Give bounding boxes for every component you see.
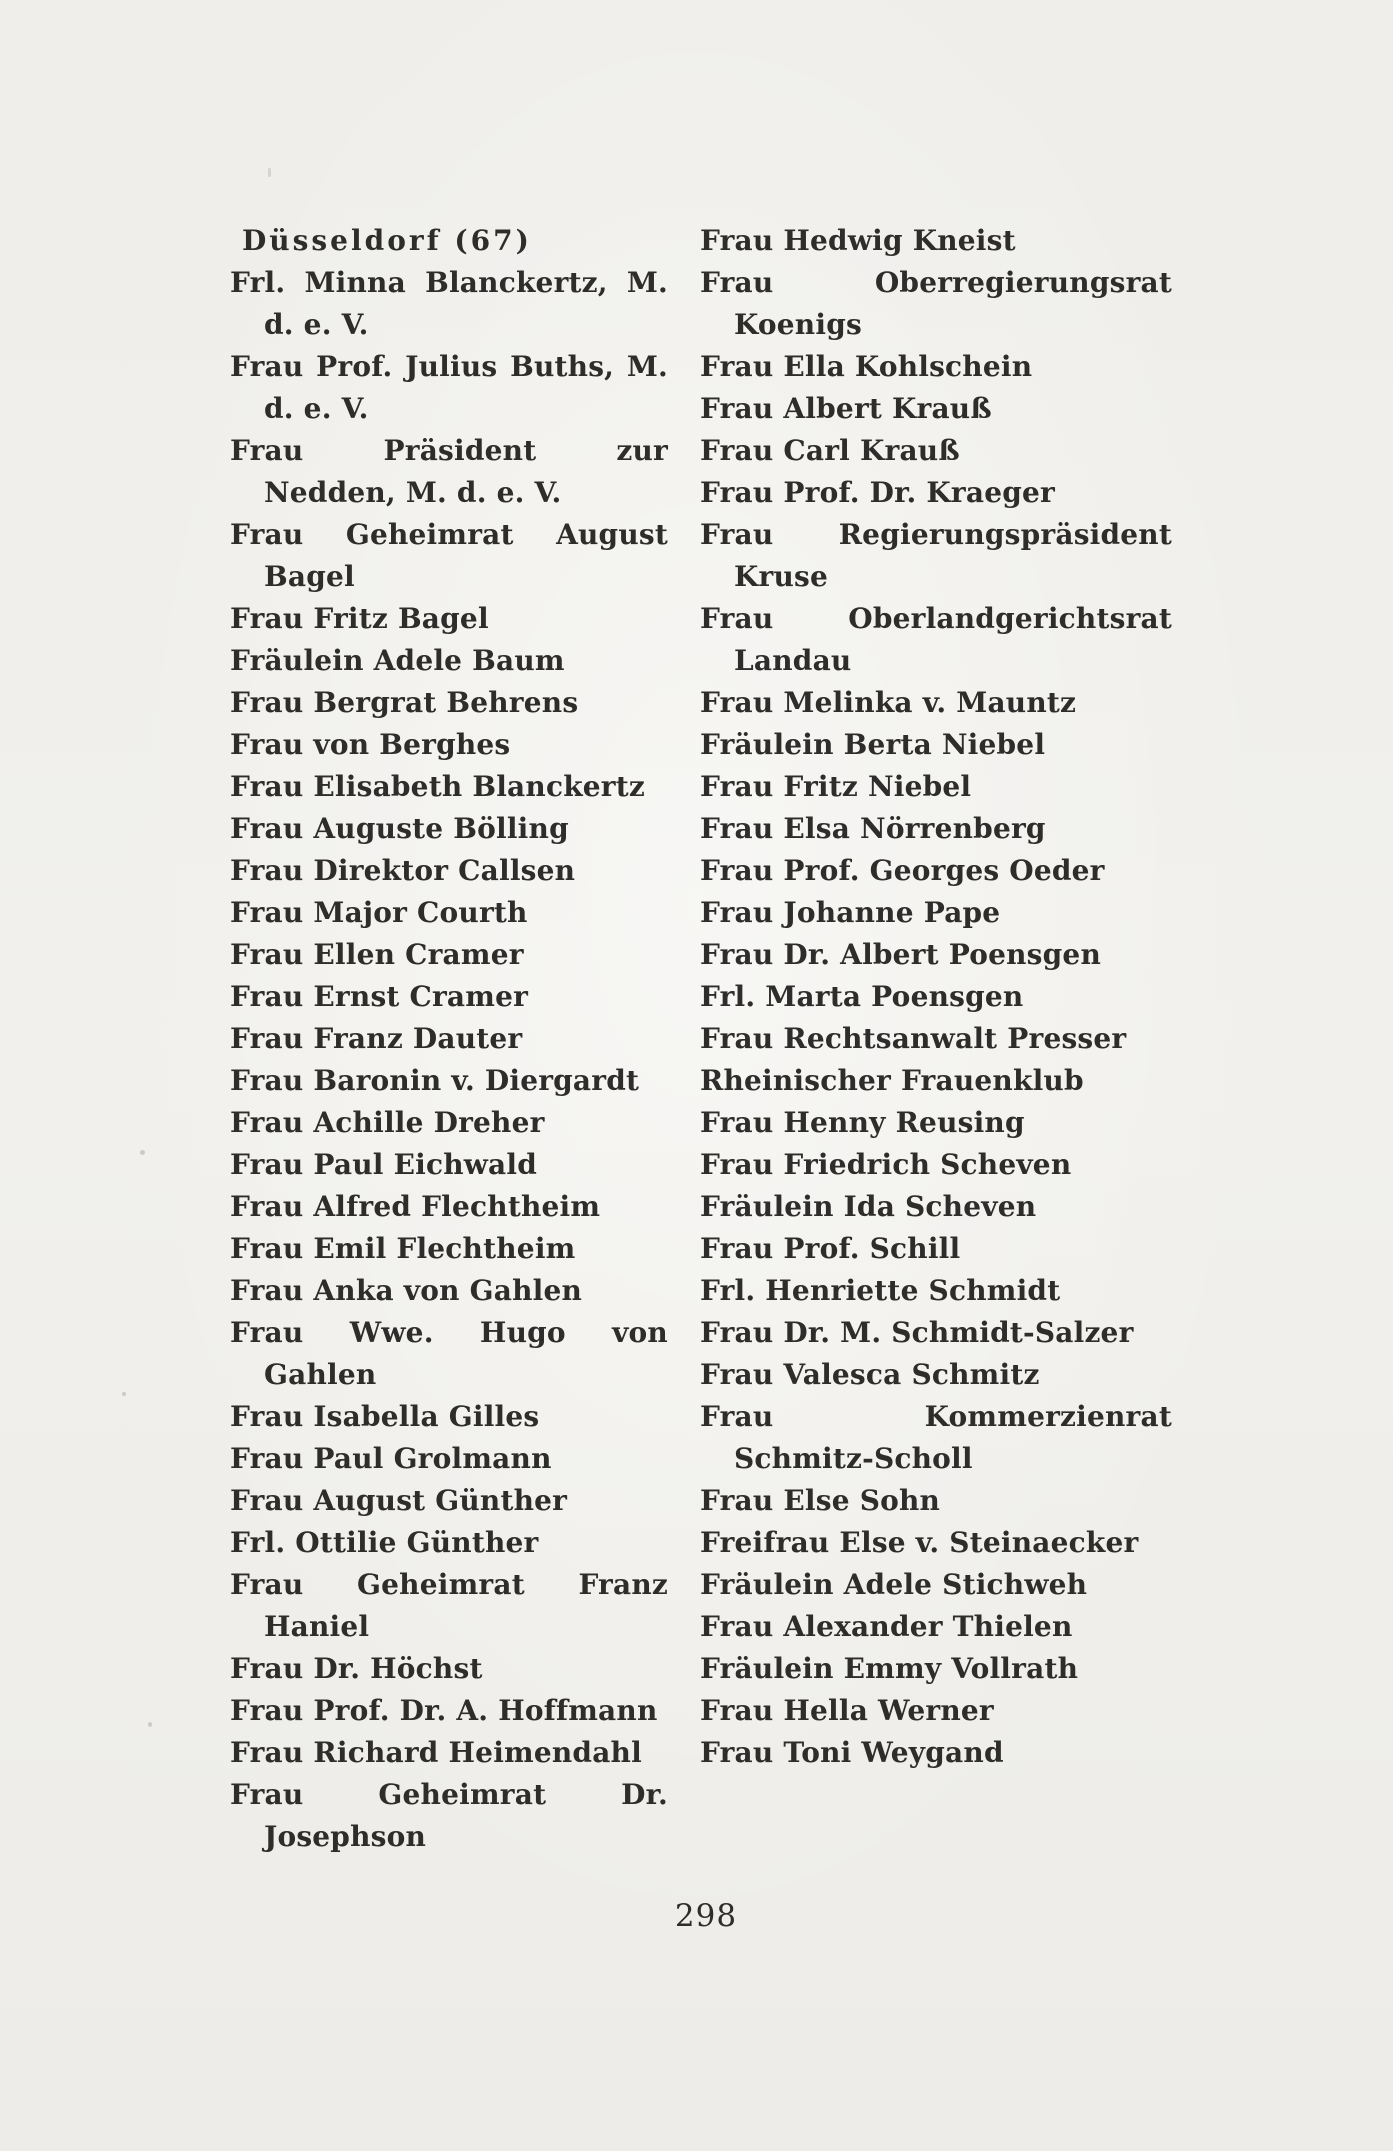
directory-entry: Frau Anka von Gahlen <box>230 1274 583 1307</box>
directory-entry: Frau Präsident zur Nedden, M. d. e. V. <box>230 434 668 509</box>
directory-entry: Frau Kommerzienrat Schmitz-Scholl <box>700 1400 1172 1475</box>
directory-entry: Frau Oberregierungsrat Koenigs <box>700 266 1172 341</box>
directory-entry: Frau Auguste Bölling <box>230 812 569 845</box>
directory-entry: Frl. Ottilie Günther <box>230 1526 539 1559</box>
directory-entry: Frau Prof. Georges Oeder <box>700 854 1105 887</box>
directory-entry: Fräulein Adele Stichweh <box>700 1568 1088 1601</box>
directory-entry: Frau Toni Weygand <box>700 1736 1004 1769</box>
directory-entry: Frau Rechtsanwalt Presser <box>700 1022 1127 1055</box>
directory-entry: Frau Richard Heimendahl <box>230 1736 642 1769</box>
column-right <box>700 220 1172 1858</box>
page-number: 298 <box>674 1898 738 1934</box>
directory-entry: Frau Melinka v. Mauntz <box>700 686 1077 719</box>
directory-entry: Frau Regierungspräsident Kruse <box>700 518 1172 593</box>
directory-entry: Frau Prof. Dr. Kraeger <box>700 476 1055 509</box>
directory-entry: Frau Valesca Schmitz <box>700 1358 1040 1391</box>
scan-speck <box>268 168 271 177</box>
directory-entry: Frau Hella Werner <box>700 1694 994 1727</box>
directory-entry: Frau Hedwig Kneist <box>700 224 1016 257</box>
directory-entry: Frau Emil Flechtheim <box>230 1232 576 1265</box>
directory-entry: Frau Elsa Nörrenberg <box>700 812 1046 845</box>
scan-speck <box>122 1392 126 1396</box>
directory-entry: Frau Geheimrat Franz Haniel <box>230 1568 668 1643</box>
directory-entry: Frau von Berghes <box>230 728 511 761</box>
directory-entry: Frau Prof. Dr. A. Hoffmann <box>230 1694 658 1727</box>
directory-entry: Rheinischer Frauenklub <box>700 1064 1084 1097</box>
directory-entry: Frau Baronin v. Diergardt <box>230 1064 640 1097</box>
directory-entry: Fräulein Emmy Vollrath <box>700 1652 1079 1685</box>
directory-entry: Frau Alexander Thielen <box>700 1610 1073 1643</box>
directory-entry: Frau Albert Krauß <box>700 392 992 425</box>
section-heading-city: Düsseldorf (67) <box>242 224 532 257</box>
directory-entry: Frau Else Sohn <box>700 1484 941 1517</box>
directory-entry: Freifrau Else v. Steinaecker <box>700 1526 1139 1559</box>
directory-entry: Frau Johanne Pape <box>700 896 1001 929</box>
directory-entry: Frau Prof. Schill <box>700 1232 961 1265</box>
directory-entry: Frau Fritz Bagel <box>230 602 489 635</box>
directory-entry: Frau Achille Dreher <box>230 1106 545 1139</box>
directory-entry: Frau Prof. Julius Buths, M. d. e. V. <box>230 350 668 425</box>
directory-entry: Frau Paul Grolmann <box>230 1442 552 1475</box>
entries-right <box>700 220 1172 1774</box>
scan-speck <box>148 1722 152 1727</box>
directory-entry: Frau Elisabeth Blanckertz <box>230 770 645 803</box>
directory-entry: Frau Geheimrat Dr. Josephson <box>230 1778 668 1853</box>
column-left <box>230 220 668 1858</box>
directory-entry: Frau Ellen Cramer <box>230 938 524 971</box>
directory-entry: Frau Franz Dauter <box>230 1022 523 1055</box>
directory-entry: Frau Bergrat Behrens <box>230 686 579 719</box>
directory-entry: Frau Ella Kohlschein <box>700 350 1033 383</box>
directory-entry: Fräulein Ida Scheven <box>700 1190 1037 1223</box>
directory-entry: Frau Carl Krauß <box>700 434 960 467</box>
directory-entry: Frau Direktor Callsen <box>230 854 576 887</box>
directory-entry: Frau Paul Eichwald <box>230 1148 538 1181</box>
directory-entry: Frau Wwe. Hugo von Gahlen <box>230 1316 668 1391</box>
directory-entry: Frau Henny Reusing <box>700 1106 1025 1139</box>
scan-speck <box>140 1150 145 1155</box>
directory-entry: Frau Friedrich Scheven <box>700 1148 1072 1181</box>
directory-entry: Frau Geheimrat August Bagel <box>230 518 668 593</box>
directory-entry: Frau Dr. Albert Poensgen <box>700 938 1101 971</box>
directory-entry: Frau Major Courth <box>230 896 528 929</box>
directory-entry: Frau Ernst Cramer <box>230 980 529 1013</box>
directory-entry: Frau Oberlandgerichtsrat Landau <box>700 602 1172 677</box>
directory-text-block <box>230 220 1182 1858</box>
directory-entry: Frau Dr. Höchst <box>230 1652 483 1685</box>
directory-entry: Fräulein Berta Niebel <box>700 728 1046 761</box>
directory-entry: Frl. Minna Blanckertz, M. d. e. V. <box>230 266 668 341</box>
directory-entry: Frau August Günther <box>230 1484 568 1517</box>
entries-left <box>230 262 668 1858</box>
directory-entry: Frau Alfred Flechtheim <box>230 1190 601 1223</box>
directory-entry: Frau Fritz Niebel <box>700 770 972 803</box>
directory-entry: Frau Dr. M. Schmidt-Salzer <box>700 1316 1134 1349</box>
directory-entry: Frau Isabella Gilles <box>230 1400 540 1433</box>
directory-entry: Frl. Marta Poensgen <box>700 980 1024 1013</box>
directory-entry: Frl. Henriette Schmidt <box>700 1274 1061 1307</box>
directory-entry: Fräulein Adele Baum <box>230 644 565 677</box>
